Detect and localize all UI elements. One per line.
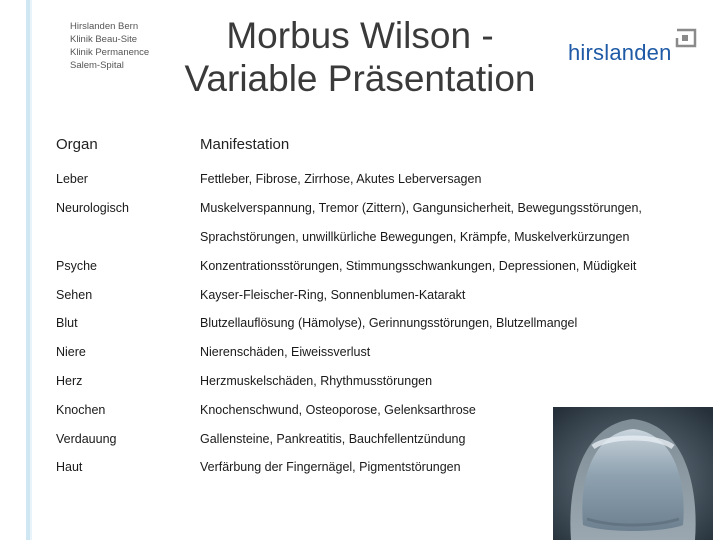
hirslanden-logo-mark-icon (675, 28, 697, 48)
column-header-organ: Organ (56, 136, 98, 153)
clinic-name: Klinik Beau-Site (70, 34, 138, 45)
slide-title (150, 14, 570, 100)
organ-cell: Niere (56, 345, 86, 359)
organ-cell: Neurologisch (56, 201, 129, 215)
left-accent-bar-inner (30, 0, 32, 540)
manifestation-cell: Blutzellauflösung (Hämolyse), Gerinnungsstörungen, Blutzellmangel (200, 316, 578, 330)
organ-cell: Leber (56, 172, 88, 186)
manifestation-cell: Kayser-Fleischer-Ring, Sonnenblumen-Katarakt (200, 288, 466, 302)
manifestation-cell-continued: Sprachstörungen, unwillkürliche Bewegungen, Krämpfe, Muskelverkürzungen (200, 230, 630, 244)
title-line-1: Morbus Wilson - (226, 15, 494, 56)
manifestation-cell: Konzentrationsstörungen, Stimmungsschwankungen, Depressionen, Müdigkeit (200, 259, 637, 273)
organ-cell: Knochen (56, 403, 106, 417)
clinic-name: Hirslanden Bern (70, 21, 139, 32)
organ-cell: Psyche (56, 259, 97, 273)
clinic-name: Salem-Spital (70, 60, 124, 71)
organ-cell: Verdauung (56, 432, 117, 446)
clinic-list (70, 20, 149, 72)
manifestation-cell: Fettleber, Fibrose, Zirrhose, Akutes Leberversagen (200, 172, 482, 186)
title-line-2: Variable Präsentation (184, 58, 536, 99)
manifestation-cell: Muskelverspannung, Tremor (Zittern), Gangunsicherheit, Bewegungsstörungen, (200, 201, 642, 215)
manifestation-cell: Knochenschwund, Osteoporose, Gelenksarthrose (200, 403, 476, 417)
manifestation-cell: Nierenschäden, Eiweissverlust (200, 345, 371, 359)
organ-cell: Blut (56, 316, 78, 330)
manifestation-cell: Gallensteine, Pankreatitis, Bauchfellentzündung (200, 432, 466, 446)
column-header-manifestation: Manifestation (200, 136, 290, 153)
organ-cell: Herz (56, 374, 83, 388)
manifestation-cell: Herzmuskelschäden, Rhythmusstörungen (200, 374, 433, 388)
organ-cell: Sehen (56, 288, 93, 302)
logo-text: hirslanden (568, 40, 672, 65)
manifestation-cell: Verfärbung der Fingernägel, Pigmentstörungen (200, 460, 461, 474)
clinic-name: Klinik Permanence (70, 47, 150, 58)
fingernail-photo (553, 407, 713, 540)
organ-cell: Haut (56, 460, 83, 474)
